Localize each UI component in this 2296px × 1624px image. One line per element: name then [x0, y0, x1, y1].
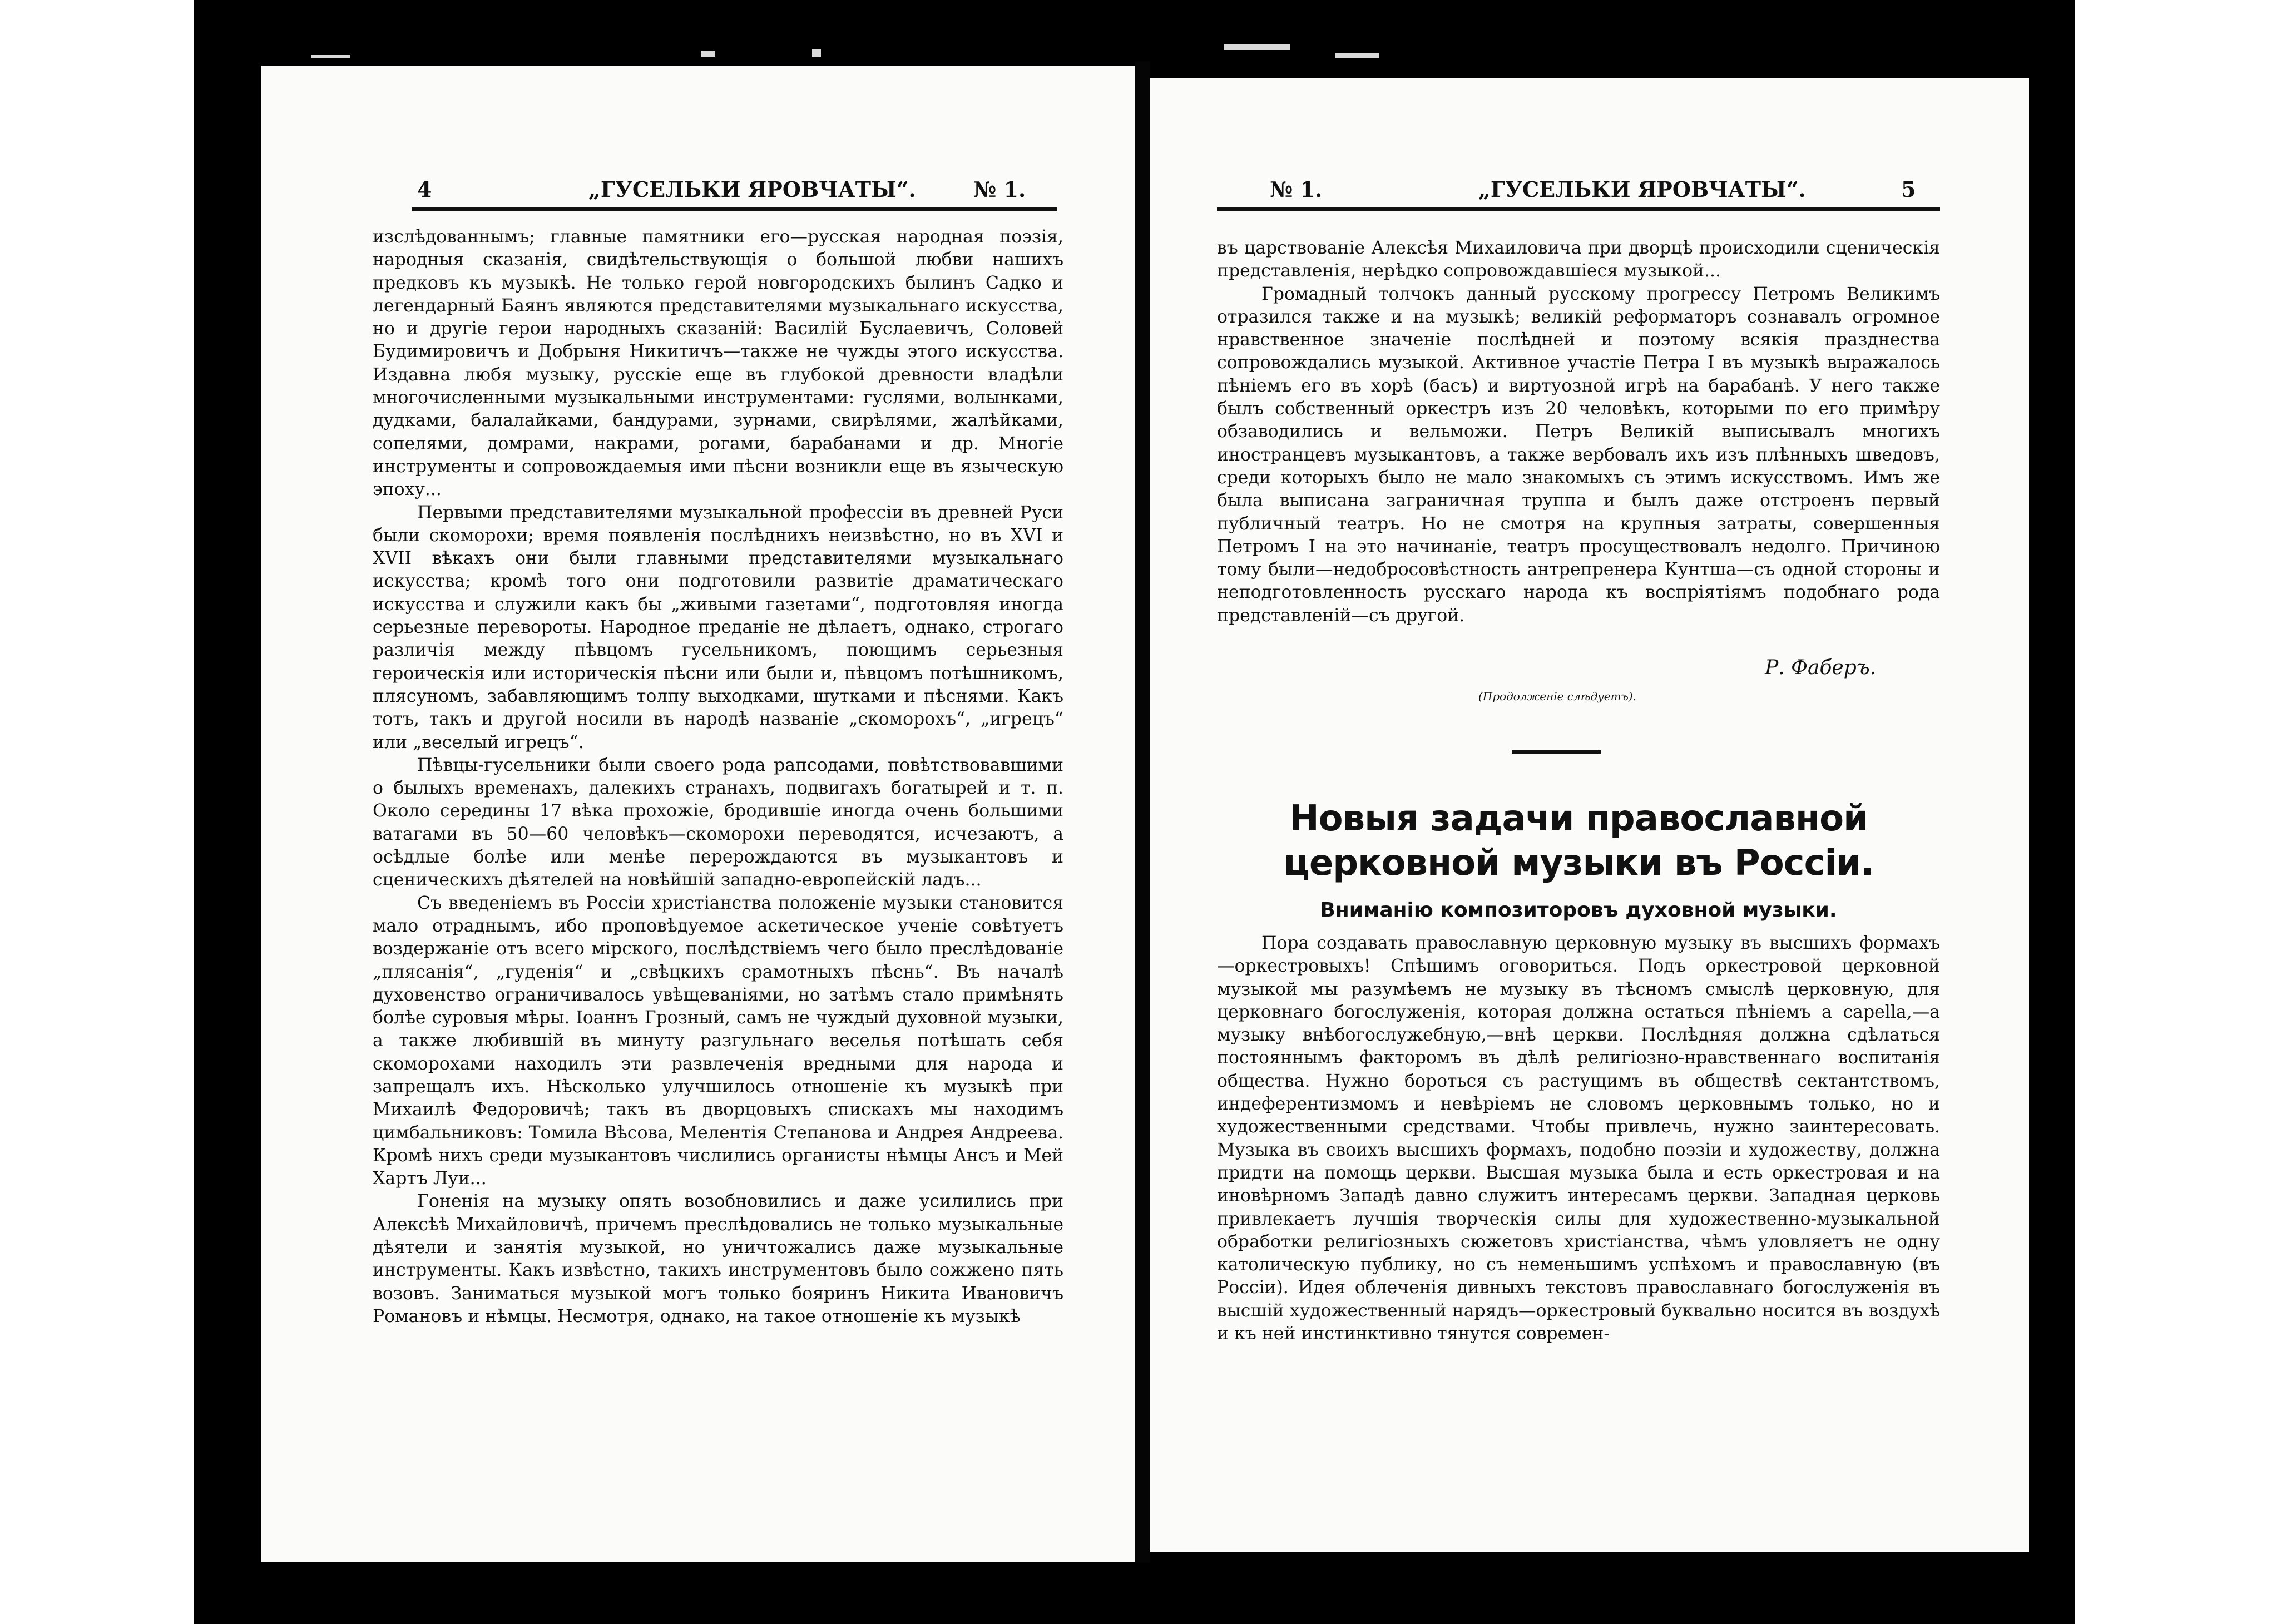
paragraph: Пѣвцы-гусельники были своего рода рапсодами, повѣтствовавшими о былыхъ временахъ, далекихъ странахъ, подвигахъ богатырей и т. п. Около середины 17 вѣка прохожіе, бродившіе иногда очень большими ватагами въ 50—60 человѣкъ—скоморохи переводятся, исчезаютъ, а осѣдлые болѣе или менѣе перерождаются въ музыкантовъ и сценическихъ дѣятелей на новѣйшій западно-европейскій ладъ...: [373, 755, 1063, 890]
left-column-text: [373, 226, 1063, 1328]
page-header: [412, 177, 1057, 210]
book-gutter: [1135, 61, 1150, 1563]
scan-speck: [1224, 44, 1290, 50]
page-header: [1217, 177, 1940, 210]
paragraph: Гоненія на музыку опять возобновились и даже усилились при Алексѣѣ Михайловичѣ, причемъ преслѣдовались не только музыкальные дѣятели и занятія музыкой, но уничтожались даже музыкальные инструменты. Какъ извѣстно, такихъ инструментовъ было сожжено пять возовъ. Заниматься музыкой могъ только бояринъ Никита Ивановичъ Романовъ и нѣмцы. Несмотря, однако, на такое отношеніе къ музыкѣ: [373, 1191, 1063, 1326]
paragraph: Съ введеніемъ въ Россіи христіанства положеніе музыки становится мало отраднымъ, ибо проповѣдуемое аскетическое ученіе совѣтуетъ воздержаніе отъ всего мірского, послѣдствіемъ чего было преслѣдованіе „плясанія“, „гуденія“ и „свѣцкихъ срамотныхъ пѣснь“. Въ началѣ духовенство ограничивалось увѣщеваніями, но затѣмъ стало примѣнять болѣе суровыя мѣры. Іоаннъ Грозный, самъ не чуждый духовной музыки, а также любившій въ минуту разгульнаго веселья потѣшать себя скоморохами находилъ эти развлеченія вредными для народа и запрещалъ ихъ. Нѣсколько улучшилось отношеніе къ музыкѣ при Михаилѣ Федоровичѣ; такъ въ дворцовыхъ спискахъ мы находимъ цимбальниковъ: Томила Вѣсова, Мелентія Степанова и Андрея Андреева. Кромѣ нихъ среди музыкантовъ числились органисты нѣмцы Ансъ и Мей Хартъ Луи...: [373, 893, 1063, 1189]
right-column-text: [1217, 237, 1940, 627]
continuation-note: (Продолженіе слѣдуетъ).: [1478, 690, 1637, 703]
paragraph: Первыми представителями музыкальной профессіи въ древней Руси были скоморохи; время появленія послѣднихъ неизвѣстно, но въ XVI и XVII вѣкахъ они были главными представителями музыкальнаго искусства; кромѣ того они подготовили развитіе драматическаго искусства и служили какъ бы „живыми газетами“, подготовляя иногда серьезные перевороты. Народное преданіе не дѣлаетъ, однако, строгаго различія между пѣвцомъ гусельникомъ, поющимъ серьезныя героическія или историческія пѣсни или были и, пѣвцомъ потѣшникомъ, плясуномъ, забавляющимъ толпу выходками, шутками и пѣснями. Какъ тотъ, такъ и другой носили въ народѣ названіе „скоморохъ“, „игрецъ“ или „веселый игрецъ“.: [373, 502, 1063, 752]
scan-speck: [1335, 53, 1379, 58]
section-separator: [1512, 750, 1601, 754]
scan-speck: [701, 51, 715, 57]
journal-title: „ГУСЕЛЬКИ ЯРОВЧАТЫ“.: [1478, 177, 1806, 202]
issue-number: № 1.: [1270, 177, 1323, 202]
journal-title: „ГУСЕЛЬКИ ЯРОВЧАТЫ“.: [588, 177, 916, 202]
paragraph: Громадный толчокъ данный русскому прогрессу Петромъ Великимъ отразился также и на музыкѣ; великій реформаторъ сознавалъ огромное нравственное значеніе послѣдней и поэтому всякія празднества сопровождались музыкой. Активное участіе Петра I въ музыкѣ выражалось пѣніемъ его въ хорѣ (басъ) и виртуозной игрѣ на барабанѣ. У него также былъ собственный оркестръ изъ 20 человѣкъ, которыми по его примѣру обзаводились и вельможи. Петръ Великій выписывалъ многихъ иностранцевъ музыкантовъ, а также вербовалъ ихъ изъ плѣнныхъ шведовъ, среди которыхъ было не мало знакомыхъ съ этимъ искусствомъ. Имъ же была выписана заграничная труппа и былъ даже отстроенъ первый публичный театръ. Но не смотря на крупныя затраты, совершенныя Петромъ I на это начинаніе, театръ просуществовалъ недолго. Причиною тому были—недобросовѣстность антрепренера Кунтша—съ одной стороны и неподготовленность русскаго народа къ воспріятіямъ подобнаго рода представленій—съ другой.: [1217, 284, 1940, 626]
paragraph: изслѣдованнымъ; главные памятники его—русская народная поэзія, народныя сказанія, свидѣтельствующія о большой любви нашихъ предковъ къ музыкѣ. Не только герой новгородскихъ былинъ Садко и легендарный Баянъ являются представителями музыкальнаго искусства, но и другіе герои народныхъ сказаній: Василій Буслаевичъ, Соловей Будимировичъ и Добрыня Никитичъ—также не чужды этого искусства. Издавна любя музыку, русскіе еще въ глубокой древности владѣли многочисленными музыкальными инструментами: гуслями, волынками, дудками, балалайками, бандурами, зурнами, свирѣлями, жалѣйками, сопелями, домрами, накрами, рогами, барабанами и др. Многіе инструменты и сопровождаемыя ими пѣсни возникли еще въ языческую эпоху...: [373, 227, 1063, 500]
article-text: [1217, 932, 1940, 1345]
left-page: [261, 66, 1135, 1562]
article-subtitle: Вниманію композиторовъ духовной музыки.: [1320, 899, 1837, 922]
header-rule: [1217, 207, 1940, 211]
issue-number: № 1.: [973, 177, 1026, 202]
page-number: 5: [1901, 177, 1916, 202]
paragraph: Пора создавать православную церковную музыку въ высшихъ формахъ—оркестровыхъ! Спѣшимъ оговориться. Подъ оркестровой церковной музыкой мы разумѣемъ не музыку въ тѣсномъ смыслѣ церковную, для церковнаго богослуженія, которая должна остаться пѣніемъ a capella,—а музыку внѣбогослужебную,—внѣ церкви. Послѣдняя должна сдѣлаться постояннымъ факторомъ въ дѣлѣ религіозно-нравственнаго воспитанія общества. Нужно бороться съ растущимъ въ обществѣ сектантствомъ, индеферентизмомъ и невѣріемъ не словомъ церковнымъ только, но и художественными средствами. Чтобы привлечь, нужно заинтересовать. Музыка въ своихъ высшихъ формахъ, подобно поэзіи и художеству, должна придти на помощь церкви. Высшая музыка была и есть оркестровая и на иновѣрномъ Западѣ давно служитъ интересамъ церкви. Западная церковь привлекаетъ лучшія творческія силы для художественно-музыкальной обработки религіозныхъ сюжетовъ христіанства, чѣмъ уловляетъ не одну католическую публику, но съ неменьшимъ успѣхомъ и православную (въ Россіи). Идея облеченія дивныхъ текстовъ православнаго богослуженія въ высшій художественный нарядъ—оркестровый буквально носится въ воздухѣ и къ ней инстинктивно тянутся современ-: [1217, 933, 1940, 1344]
right-page: [1150, 78, 2029, 1552]
header-rule: [412, 207, 1057, 211]
scan-speck: [812, 49, 821, 57]
author-signature: Р. Фаберъ.: [1765, 656, 1877, 679]
scan-speck: [311, 55, 350, 58]
page-number: 4: [417, 177, 432, 202]
paragraph: въ царствованіе Алексѣя Михаиловича при дворцѣ происходили сценическія представленія, нерѣдко сопровождавшіеся музыкой...: [1217, 238, 1940, 281]
article-title: Новыя задачи православной церковной музыки въ Россіи.: [1283, 798, 1874, 884]
